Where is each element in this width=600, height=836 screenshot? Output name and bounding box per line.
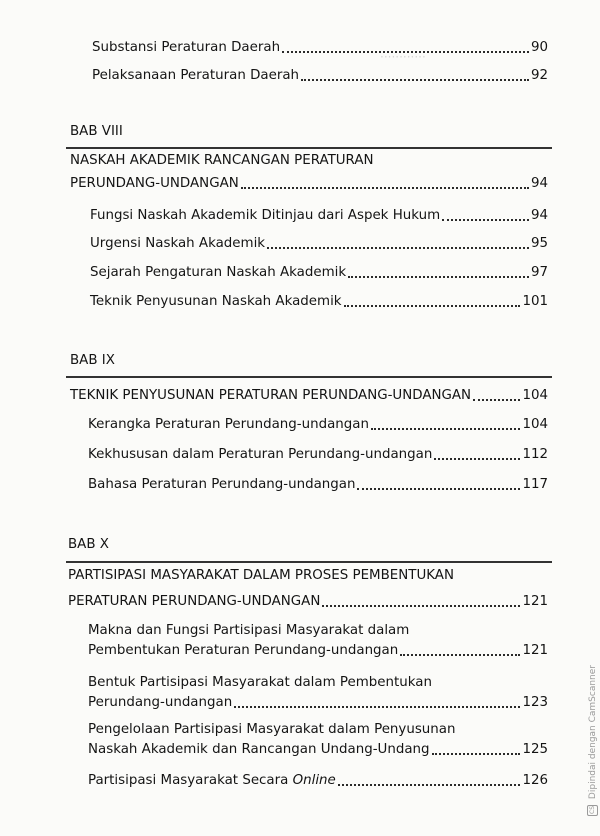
toc-entry-page: 101 bbox=[522, 294, 548, 309]
toc-entry-page: 121 bbox=[522, 643, 548, 658]
toc-entry[interactable] bbox=[88, 415, 548, 433]
toc-entry-title: Kekhususan dalam Peraturan Perundang-undangan bbox=[88, 447, 433, 462]
toc-entry-title: Teknik Penyusunan Naskah Akademik bbox=[90, 294, 342, 309]
chapter-title-entry[interactable] bbox=[70, 174, 548, 192]
scanner-watermark bbox=[587, 665, 598, 816]
chapter-title: TEKNIK PENYUSUNAN PERATURAN PERUNDANG-UNDANGAN bbox=[70, 388, 472, 403]
toc-entry[interactable] bbox=[88, 475, 548, 493]
toc-entry[interactable] bbox=[88, 641, 548, 659]
toc-entry-title-line1: Pengelolaan Partisipasi Masyarakat dalam Penyusunan bbox=[88, 722, 456, 737]
chapter-title: PARTISIPASI MASYARAKAT DALAM PROSES PEMBENTUKAN bbox=[68, 568, 454, 583]
toc-entry[interactable] bbox=[90, 206, 548, 224]
toc-entry-title-italic: Online bbox=[292, 773, 336, 788]
toc-entry-page: 121 bbox=[522, 594, 548, 609]
leader-dots bbox=[344, 289, 521, 307]
toc-entry-page: 92 bbox=[530, 68, 548, 83]
toc-entry-page: 104 bbox=[522, 417, 548, 432]
chapter-label: BAB VIII bbox=[70, 124, 123, 139]
toc-entry-page: 97 bbox=[530, 265, 548, 280]
leader-dots bbox=[301, 63, 529, 81]
chapter-label: BAB IX bbox=[70, 353, 115, 368]
chapter-rule bbox=[66, 376, 552, 378]
toc-entry-title bbox=[88, 773, 336, 789]
chapter-title-entry[interactable] bbox=[70, 386, 548, 404]
toc-entry[interactable] bbox=[88, 693, 548, 711]
toc-entry-page: 123 bbox=[522, 695, 548, 710]
leader-dots bbox=[234, 690, 520, 708]
bleed-through: ············ bbox=[380, 50, 426, 64]
toc-entry-title: Pelaksanaan Peraturan Daerah bbox=[92, 68, 300, 83]
chapter-label: BAB X bbox=[68, 537, 109, 552]
chapter-title-line2: PERUNDANG-UNDANGAN bbox=[70, 176, 239, 191]
leader-dots bbox=[338, 768, 521, 786]
toc-entry-title: Substansi Peraturan Daerah bbox=[92, 40, 281, 55]
camscanner-icon: CS bbox=[589, 806, 596, 815]
leader-dots bbox=[241, 171, 529, 189]
leader-dots bbox=[267, 231, 529, 249]
chapter-title-line2: PERATURAN PERUNDANG-UNDANGAN bbox=[68, 594, 321, 609]
toc-entry[interactable] bbox=[92, 66, 548, 84]
chapter-title: NASKAH AKADEMIK RANCANGAN PERATURAN bbox=[70, 153, 374, 168]
toc-entry-title: Kerangka Peraturan Perundang-undangan bbox=[88, 417, 369, 432]
leader-dots bbox=[442, 203, 529, 221]
toc-entry-page: 125 bbox=[522, 742, 548, 757]
toc-entry-page: 94 bbox=[530, 208, 548, 223]
toc-entry-title: Sejarah Pengaturan Naskah Akademik bbox=[90, 265, 347, 280]
leader-dots bbox=[282, 35, 529, 53]
toc-entry-page: 104 bbox=[522, 388, 548, 403]
toc-entry[interactable] bbox=[88, 445, 548, 463]
toc-entry[interactable] bbox=[90, 263, 548, 281]
toc-entry-title: Naskah Akademik dan Rancangan Undang-Undang bbox=[88, 742, 430, 757]
leader-dots bbox=[348, 260, 529, 278]
toc-entry-title-line1: Bentuk Partisipasi Masyarakat dalam Pembentukan bbox=[88, 675, 432, 690]
toc-entry-title: Bahasa Peraturan Perundang-undangan bbox=[88, 477, 356, 492]
leader-dots bbox=[322, 589, 520, 607]
leader-dots bbox=[434, 442, 520, 460]
toc-entry-page: 94 bbox=[530, 176, 548, 191]
toc-entry-page: 95 bbox=[530, 236, 548, 251]
toc-entry[interactable] bbox=[90, 234, 548, 252]
toc-entry-page: 90 bbox=[530, 40, 548, 55]
chapter-rule bbox=[66, 147, 552, 149]
toc-entry-page: 117 bbox=[522, 477, 548, 492]
toc-entry[interactable] bbox=[88, 771, 548, 789]
toc-entry-title-line1: Makna dan Fungsi Partisipasi Masyarakat dalam bbox=[88, 623, 410, 638]
leader-dots bbox=[357, 472, 520, 490]
chapter-title-entry[interactable] bbox=[68, 592, 548, 610]
toc-entry-page: 126 bbox=[522, 773, 548, 788]
watermark-text: Dipindai dengan CamScanner bbox=[588, 665, 598, 800]
toc-entry-page: 112 bbox=[522, 447, 548, 462]
toc-entry-title: Perundang-undangan bbox=[88, 695, 233, 710]
leader-dots bbox=[400, 638, 520, 656]
toc-entry-title: Urgensi Naskah Akademik bbox=[90, 236, 266, 251]
toc-entry-title-plain: Partisipasi Masyarakat Secara bbox=[88, 773, 293, 788]
leader-dots bbox=[371, 412, 520, 430]
leader-dots bbox=[473, 383, 520, 401]
chapter-rule bbox=[66, 561, 552, 563]
toc-entry-title: Pembentukan Peraturan Perundang-undangan bbox=[88, 643, 399, 658]
toc-entry-title: Fungsi Naskah Akademik Ditinjau dari Aspek Hukum bbox=[90, 208, 441, 223]
toc-entry[interactable] bbox=[88, 740, 548, 758]
leader-dots bbox=[432, 737, 521, 755]
toc-entry[interactable] bbox=[92, 38, 548, 56]
toc-entry[interactable] bbox=[90, 292, 548, 310]
